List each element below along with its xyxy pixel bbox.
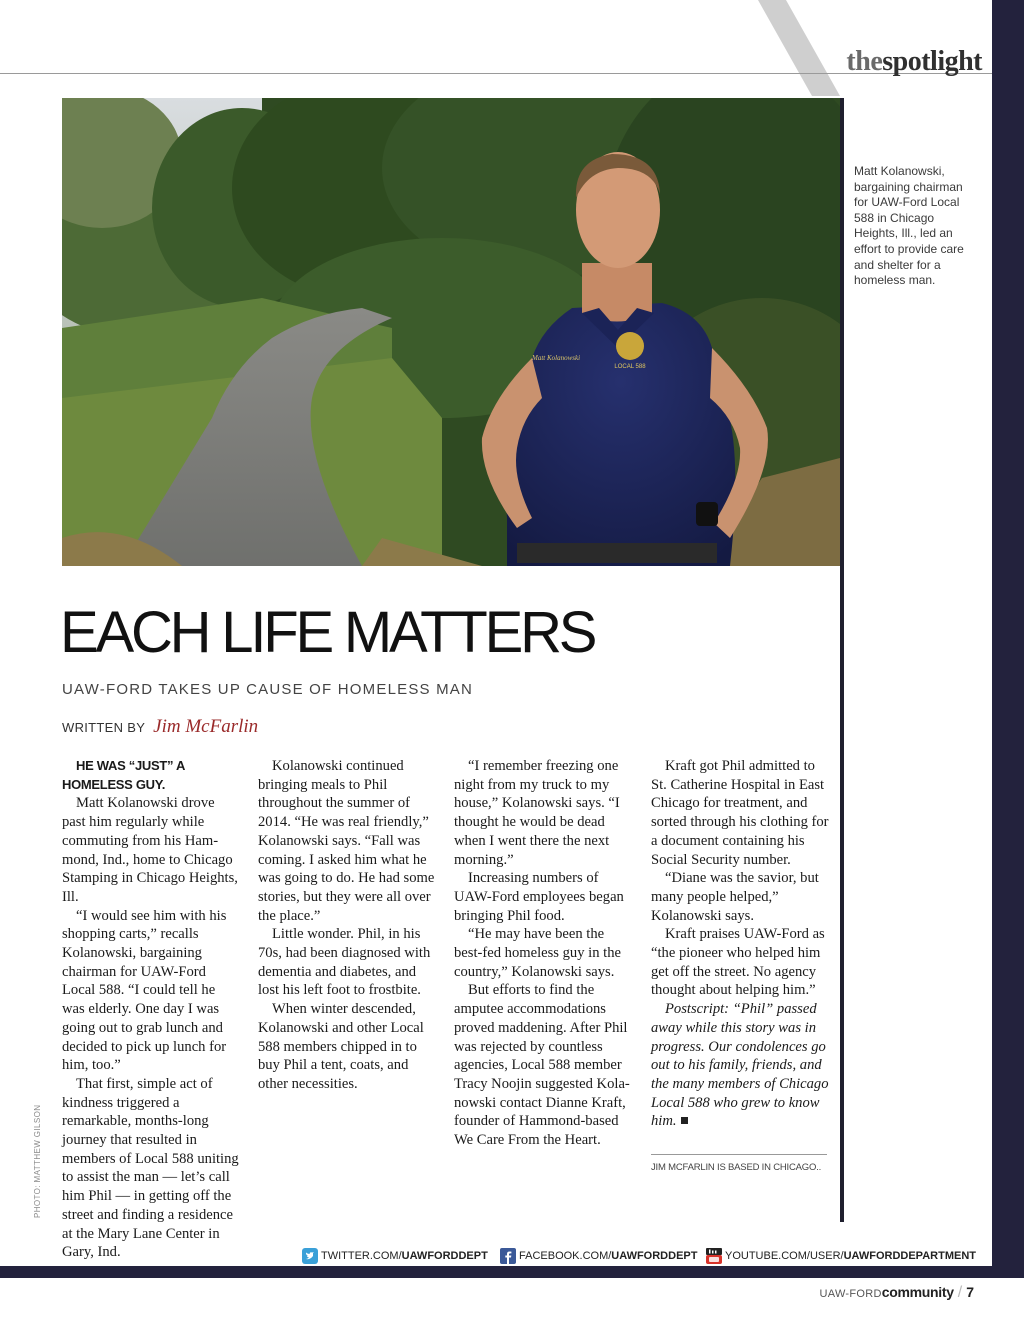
- youtube-handle: UAWFORDDEPARTMENT: [843, 1250, 976, 1262]
- postscript-text: Postscript: “Phil” passed away while this story was in progress. Our condolences go out to his family, friends, and the many members of Chicago Local 588 who grew to know him.: [651, 1001, 829, 1130]
- shirt-name-label: Matt Kolanowski: [532, 354, 581, 362]
- page-edge-bar: [992, 0, 1024, 1266]
- twitter-link[interactable]: [302, 1248, 488, 1264]
- end-mark-icon: [681, 1117, 688, 1124]
- article-paragraph: Kraft got Phil admitted to St. Catherine Hospital in East Chicago for treatment, and sorted through his clothing for a document containing his Social Security number.: [651, 758, 829, 868]
- section-prefix: the: [846, 46, 883, 77]
- article-paragraph: When winter descended, Kolanowski and other Local 588 members chipped in to buy Phil a tent, coats, and other necessities.: [258, 1001, 424, 1092]
- publication-prefix: UAW-FORD: [819, 1288, 882, 1300]
- page-number: 7: [966, 1284, 974, 1300]
- youtube-prefix: YOUTUBE.COM/USER/: [725, 1250, 844, 1262]
- twitter-prefix: TWITTER.COM/: [321, 1250, 402, 1262]
- facebook-handle: UAWFORDDEPT: [611, 1250, 698, 1262]
- article-subhead: UAW-FORD TAKES UP CAUSE OF HOMELESS MAN: [62, 681, 474, 698]
- column-rule: [840, 98, 844, 1222]
- twitter-icon: [302, 1248, 318, 1264]
- article-headline: EACH LIFE MATTERS: [60, 600, 595, 665]
- article-paragraph: “I would see him with his shopping carts,” recalls Kolanowski, bargaining chairman for UAW-Ford Local 588. “I could tell he was elderly. One day I was going out to grab lunch and decided to pick up lunch for him, too.”: [62, 907, 227, 1074]
- facebook-icon: [500, 1248, 516, 1264]
- twitter-handle: UAWFORDDEPT: [401, 1250, 488, 1262]
- postscript: [651, 1000, 829, 1131]
- shirt-patch-label: LOCAL 588: [614, 364, 646, 370]
- article-paragraph: Increasing numbers of UAW-Ford employees began bringing Phil food.: [454, 870, 624, 924]
- youtube-link[interactable]: [706, 1248, 976, 1264]
- facebook-link[interactable]: [500, 1248, 697, 1264]
- facebook-prefix: FACEBOOK.COM/: [519, 1250, 612, 1262]
- photo-caption: Matt Kolanowski, bargaining chairman for UAW-Ford Local 588 in Chicago Heights, Ill., led an effort to provide care and shelter for a homeless man.: [854, 164, 964, 288]
- article-paragraph: But efforts to find the amputee accommodations proved maddening. After Phil was rejected by countless agencies, Local 588 member Tracy Noojin suggested Kolanowski contact Dianne Kraft, founder of Hammond-based We Care From the Heart.: [454, 982, 630, 1149]
- social-links: [300, 1248, 982, 1266]
- header-decoration: [0, 0, 992, 100]
- article-paragraph: “Diane was the savior, but many people helped,” Kolanowski says.: [651, 870, 819, 924]
- feature-photo: [62, 98, 840, 566]
- lead-in: HE WAS “JUST” A HOMELESS GUY.: [62, 758, 185, 792]
- article-paragraph: “He may have been the best-fed homeless guy in the country,” Kolanowski says.: [454, 926, 621, 980]
- article-column-1: [62, 757, 240, 1262]
- article-paragraph: Little wonder. Phil, in his 70s, had been diagnosed with dementia and diabetes, and lost his left foot to frostbite.: [258, 926, 431, 999]
- article-paragraph: “I remember freezing one night from my truck to my house,” Kolanowski says. “I thought he would be dead when I went there the next morning.”: [454, 758, 620, 868]
- article-paragraph: Kraft praises UAW-Ford as “the pioneer who helped him get off the street. No agency thought about helping him.”: [651, 926, 825, 999]
- byline: [62, 716, 258, 738]
- article-paragraph: Kolanowski continued bringing meals to Phil throughout the summer of 2014. “He was real friendly,” Kolanowski says. “Fall was coming. I asked him what he was going to do. He had some stories, but they were all over the place.”: [258, 758, 435, 924]
- article-column-2: [258, 757, 436, 1094]
- article-paragraph: That first, simple act of kindness triggered a remarkable, months-long journey that resulted in members of Local 588 uniting to assist the man — let’s call him Phil — in getting off the street and finding a residence at the Mary Lane Center in Gary, Ind.: [62, 1075, 239, 1261]
- article-column-3: [454, 757, 632, 1150]
- byline-author: Jim McFarlin: [153, 716, 259, 737]
- header-rule: [0, 73, 992, 74]
- footer-band: [0, 1266, 1024, 1278]
- publication-name: community: [881, 1284, 954, 1300]
- page-footer: [819, 1284, 974, 1302]
- section-name: spotlight: [882, 46, 982, 77]
- bio-rule: [651, 1154, 827, 1155]
- photo-credit: PHOTO: MATTHEW GILSON: [33, 1104, 42, 1218]
- article-column-4: [651, 757, 829, 1131]
- byline-label: WRITTEN BY: [62, 720, 146, 735]
- author-bio: JIM MCFARLIN IS BASED IN CHICAGO..: [651, 1162, 822, 1173]
- section-title: [846, 46, 982, 78]
- article-paragraph: Matt Kolanowski drove past him regularly while commuting from his Hammond, Ind., home to Chicago Stamping in Chicago Heights, Ill.: [62, 795, 238, 905]
- youtube-icon: [706, 1248, 722, 1264]
- footer-divider: /: [957, 1284, 963, 1301]
